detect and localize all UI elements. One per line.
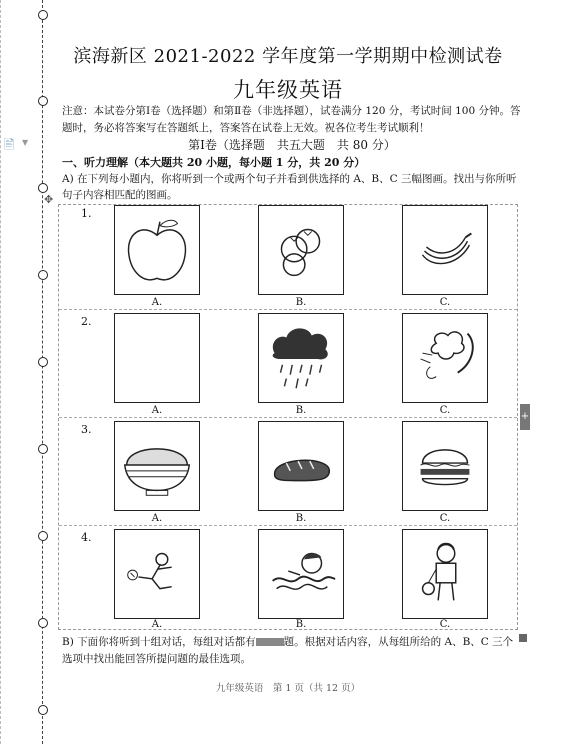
option-label: B. xyxy=(295,513,307,524)
option-label: C. xyxy=(439,297,451,308)
football-player-picture[interactable] xyxy=(114,529,200,619)
blank-picture[interactable] xyxy=(114,313,200,403)
part-b-text-start: B) 下面你将听到十组对话，每组对话都有 xyxy=(62,636,256,648)
part-b-text-end: 题。根据对话内容，从每组所给的 A、B、C 三个选项中找出能回答所提问题的最佳选项。 xyxy=(62,636,514,665)
binding-line xyxy=(38,0,48,744)
binding-ring xyxy=(38,183,48,193)
binding-ring xyxy=(38,96,48,106)
rice-bowl-picture[interactable] xyxy=(114,421,200,511)
windy-picture[interactable] xyxy=(402,313,488,403)
exam-notice: 注意：本试卷分第Ⅰ卷（选择题）和第Ⅱ卷（非选择题），试卷满分 120 分，考试时间 100 分钟。答题时，务必将答案写在答题纸上，答案答在试卷上无效。祝各位考生考试顺利！ xyxy=(62,105,521,134)
question-number: 2. xyxy=(81,315,92,328)
bananas-picture[interactable] xyxy=(402,205,488,295)
page-footer: 九年级英语 第 1 页（共 12 页） xyxy=(215,683,361,694)
basketball-boy-picture[interactable] xyxy=(402,529,488,619)
binding-ring xyxy=(38,357,48,367)
margin-guide xyxy=(0,0,2,744)
part-one-heading: 一、听力理解（本大题共 20 小题，每小题 1 分，共 20 分） xyxy=(62,156,366,169)
option-label: A. xyxy=(151,297,163,308)
binding-ring xyxy=(38,705,48,715)
part-b-instructions xyxy=(62,634,522,668)
question-number: 1. xyxy=(81,207,92,220)
bread-picture[interactable] xyxy=(258,421,344,511)
option-label: B. xyxy=(295,297,307,308)
option-label: C. xyxy=(439,513,451,524)
binding-ring xyxy=(38,10,48,20)
apple-picture[interactable] xyxy=(114,205,200,295)
exam-subtitle: 九年级英语 xyxy=(233,78,343,102)
expand-tab-icon[interactable]: + xyxy=(520,404,530,430)
hamburger-picture[interactable] xyxy=(402,421,488,511)
part-a-instructions: A) 在下列每小题内，你将听到一个或两个句子并看到供选择的 A、B、C 三幅图画。找出与你所听句子内容相匹配的图画。 xyxy=(62,173,517,201)
document-icon[interactable]: 🖹 xyxy=(4,138,15,153)
binding-ring xyxy=(38,270,48,280)
option-label: B. xyxy=(295,619,307,630)
question-table xyxy=(58,204,518,630)
option-label: C. xyxy=(439,619,451,630)
rain-cloud-picture[interactable] xyxy=(258,313,344,403)
option-label: A. xyxy=(151,405,163,416)
binding-ring xyxy=(38,618,48,628)
tomatoes-picture[interactable] xyxy=(258,205,344,295)
option-label: C. xyxy=(439,405,451,416)
question-number: 4. xyxy=(81,531,92,544)
option-label: A. xyxy=(151,619,163,630)
question-number: 3. xyxy=(81,423,92,436)
binding-ring xyxy=(38,444,48,454)
option-label: B. xyxy=(295,405,307,416)
section-heading: 第Ⅰ卷（选择题 共五大题 共 80 分） xyxy=(188,138,396,152)
swimmer-picture[interactable] xyxy=(258,529,344,619)
exam-title: 滨海新区 2021-2022 学年度第一学期期中检测试卷 xyxy=(73,46,503,67)
binding-ring xyxy=(38,531,48,541)
resize-handle-icon[interactable] xyxy=(519,634,527,642)
move-handle-icon[interactable]: ✥ xyxy=(44,193,54,206)
table-handle-icon[interactable] xyxy=(256,638,284,646)
option-label: A. xyxy=(151,513,163,524)
dropdown-arrow-icon[interactable]: ▼ xyxy=(22,138,29,147)
